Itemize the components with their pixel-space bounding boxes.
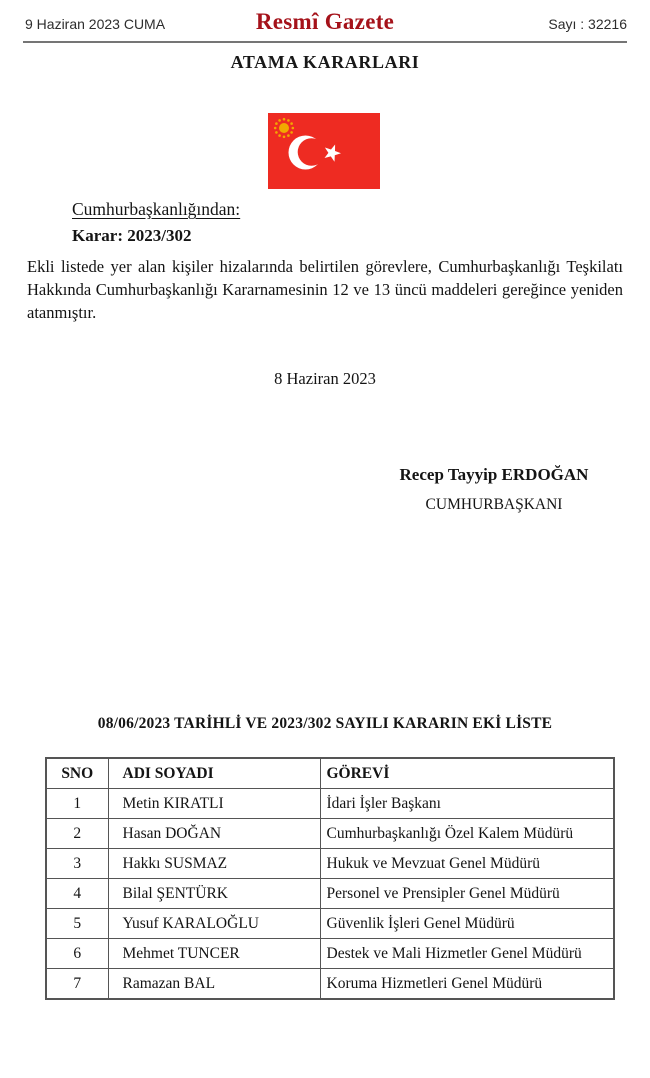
cell-role: İdari İşler Başkanı xyxy=(320,789,614,819)
column-header-name: ADI SOYADI xyxy=(108,758,320,789)
table-row xyxy=(46,879,614,909)
cell-name: Ramazan BAL xyxy=(108,969,320,1000)
cell-sno: 2 xyxy=(46,819,108,849)
annex-title: 08/06/2023 TARİHLİ VE 2023/302 SAYILI KARARIN EKİ LİSTE xyxy=(97,715,553,732)
cell-sno: 1 xyxy=(46,789,108,819)
cell-sno: 4 xyxy=(46,879,108,909)
gazette-masthead: Resmî Gazete xyxy=(255,9,395,34)
cell-name: Hakkı SUSMAZ xyxy=(108,849,320,879)
column-header-sno: SNO xyxy=(46,758,108,789)
cell-role: Koruma Hizmetleri Genel Müdürü xyxy=(320,969,614,1000)
table-row xyxy=(46,939,614,969)
cell-role: Hukuk ve Mevzuat Genel Müdürü xyxy=(320,849,614,879)
annex-table xyxy=(45,757,615,1000)
presidential-flag-image xyxy=(268,113,380,189)
cell-sno: 7 xyxy=(46,969,108,1000)
decree-body: Ekli listede yer alan kişiler hizalarında belirtilen görevlere, Cumhurbaşkanlığı Teşkilatı Hakkında Cumhurbaşkanlığı Kararnamesinin 12 ve 13 üncü maddeleri gereğince yeniden atanmıştır. xyxy=(27,257,623,322)
cell-role: Destek ve Mali Hizmetler Genel Müdürü xyxy=(320,939,614,969)
cell-role: Cumhurbaşkanlığı Özel Kalem Müdürü xyxy=(320,819,614,849)
cell-sno: 5 xyxy=(46,909,108,939)
table-row xyxy=(46,909,614,939)
signature-block xyxy=(384,465,604,514)
table-row xyxy=(46,849,614,879)
decree-source: Cumhurbaşkanlığından: xyxy=(72,199,241,219)
table-row xyxy=(46,969,614,1000)
decree-number: Karar: 2023/302 xyxy=(72,226,192,245)
cell-name: Mehmet TUNCER xyxy=(108,939,320,969)
gazette-issue-number: Sayı : 32216 xyxy=(548,16,627,32)
signature-title: CUMHURBAŞKANI xyxy=(425,496,563,513)
gazette-masthead-bar xyxy=(23,0,627,43)
table-body xyxy=(46,758,614,999)
section-title: ATAMA KARARLARI xyxy=(230,52,420,72)
cell-role: Güvenlik İşleri Genel Müdürü xyxy=(320,909,614,939)
gazette-date: 9 Haziran 2023 CUMA xyxy=(25,16,166,32)
cell-sno: 3 xyxy=(46,849,108,879)
signature-name: Recep Tayyip ERDOĞAN xyxy=(399,465,589,484)
table-row xyxy=(46,819,614,849)
cell-role: Personel ve Prensipler Genel Müdürü xyxy=(320,879,614,909)
cell-name: Hasan DOĞAN xyxy=(108,819,320,849)
cell-name: Metin KIRATLI xyxy=(108,789,320,819)
cell-name: Yusuf KARALOĞLU xyxy=(108,909,320,939)
table-header-row xyxy=(46,758,614,789)
turkish-flag-icon xyxy=(268,113,380,189)
column-header-role: GÖREVİ xyxy=(320,758,614,789)
cell-name: Bilal ŞENTÜRK xyxy=(108,879,320,909)
cell-sno: 6 xyxy=(46,939,108,969)
decree-date: 8 Haziran 2023 xyxy=(274,369,376,388)
table-row xyxy=(46,789,614,819)
